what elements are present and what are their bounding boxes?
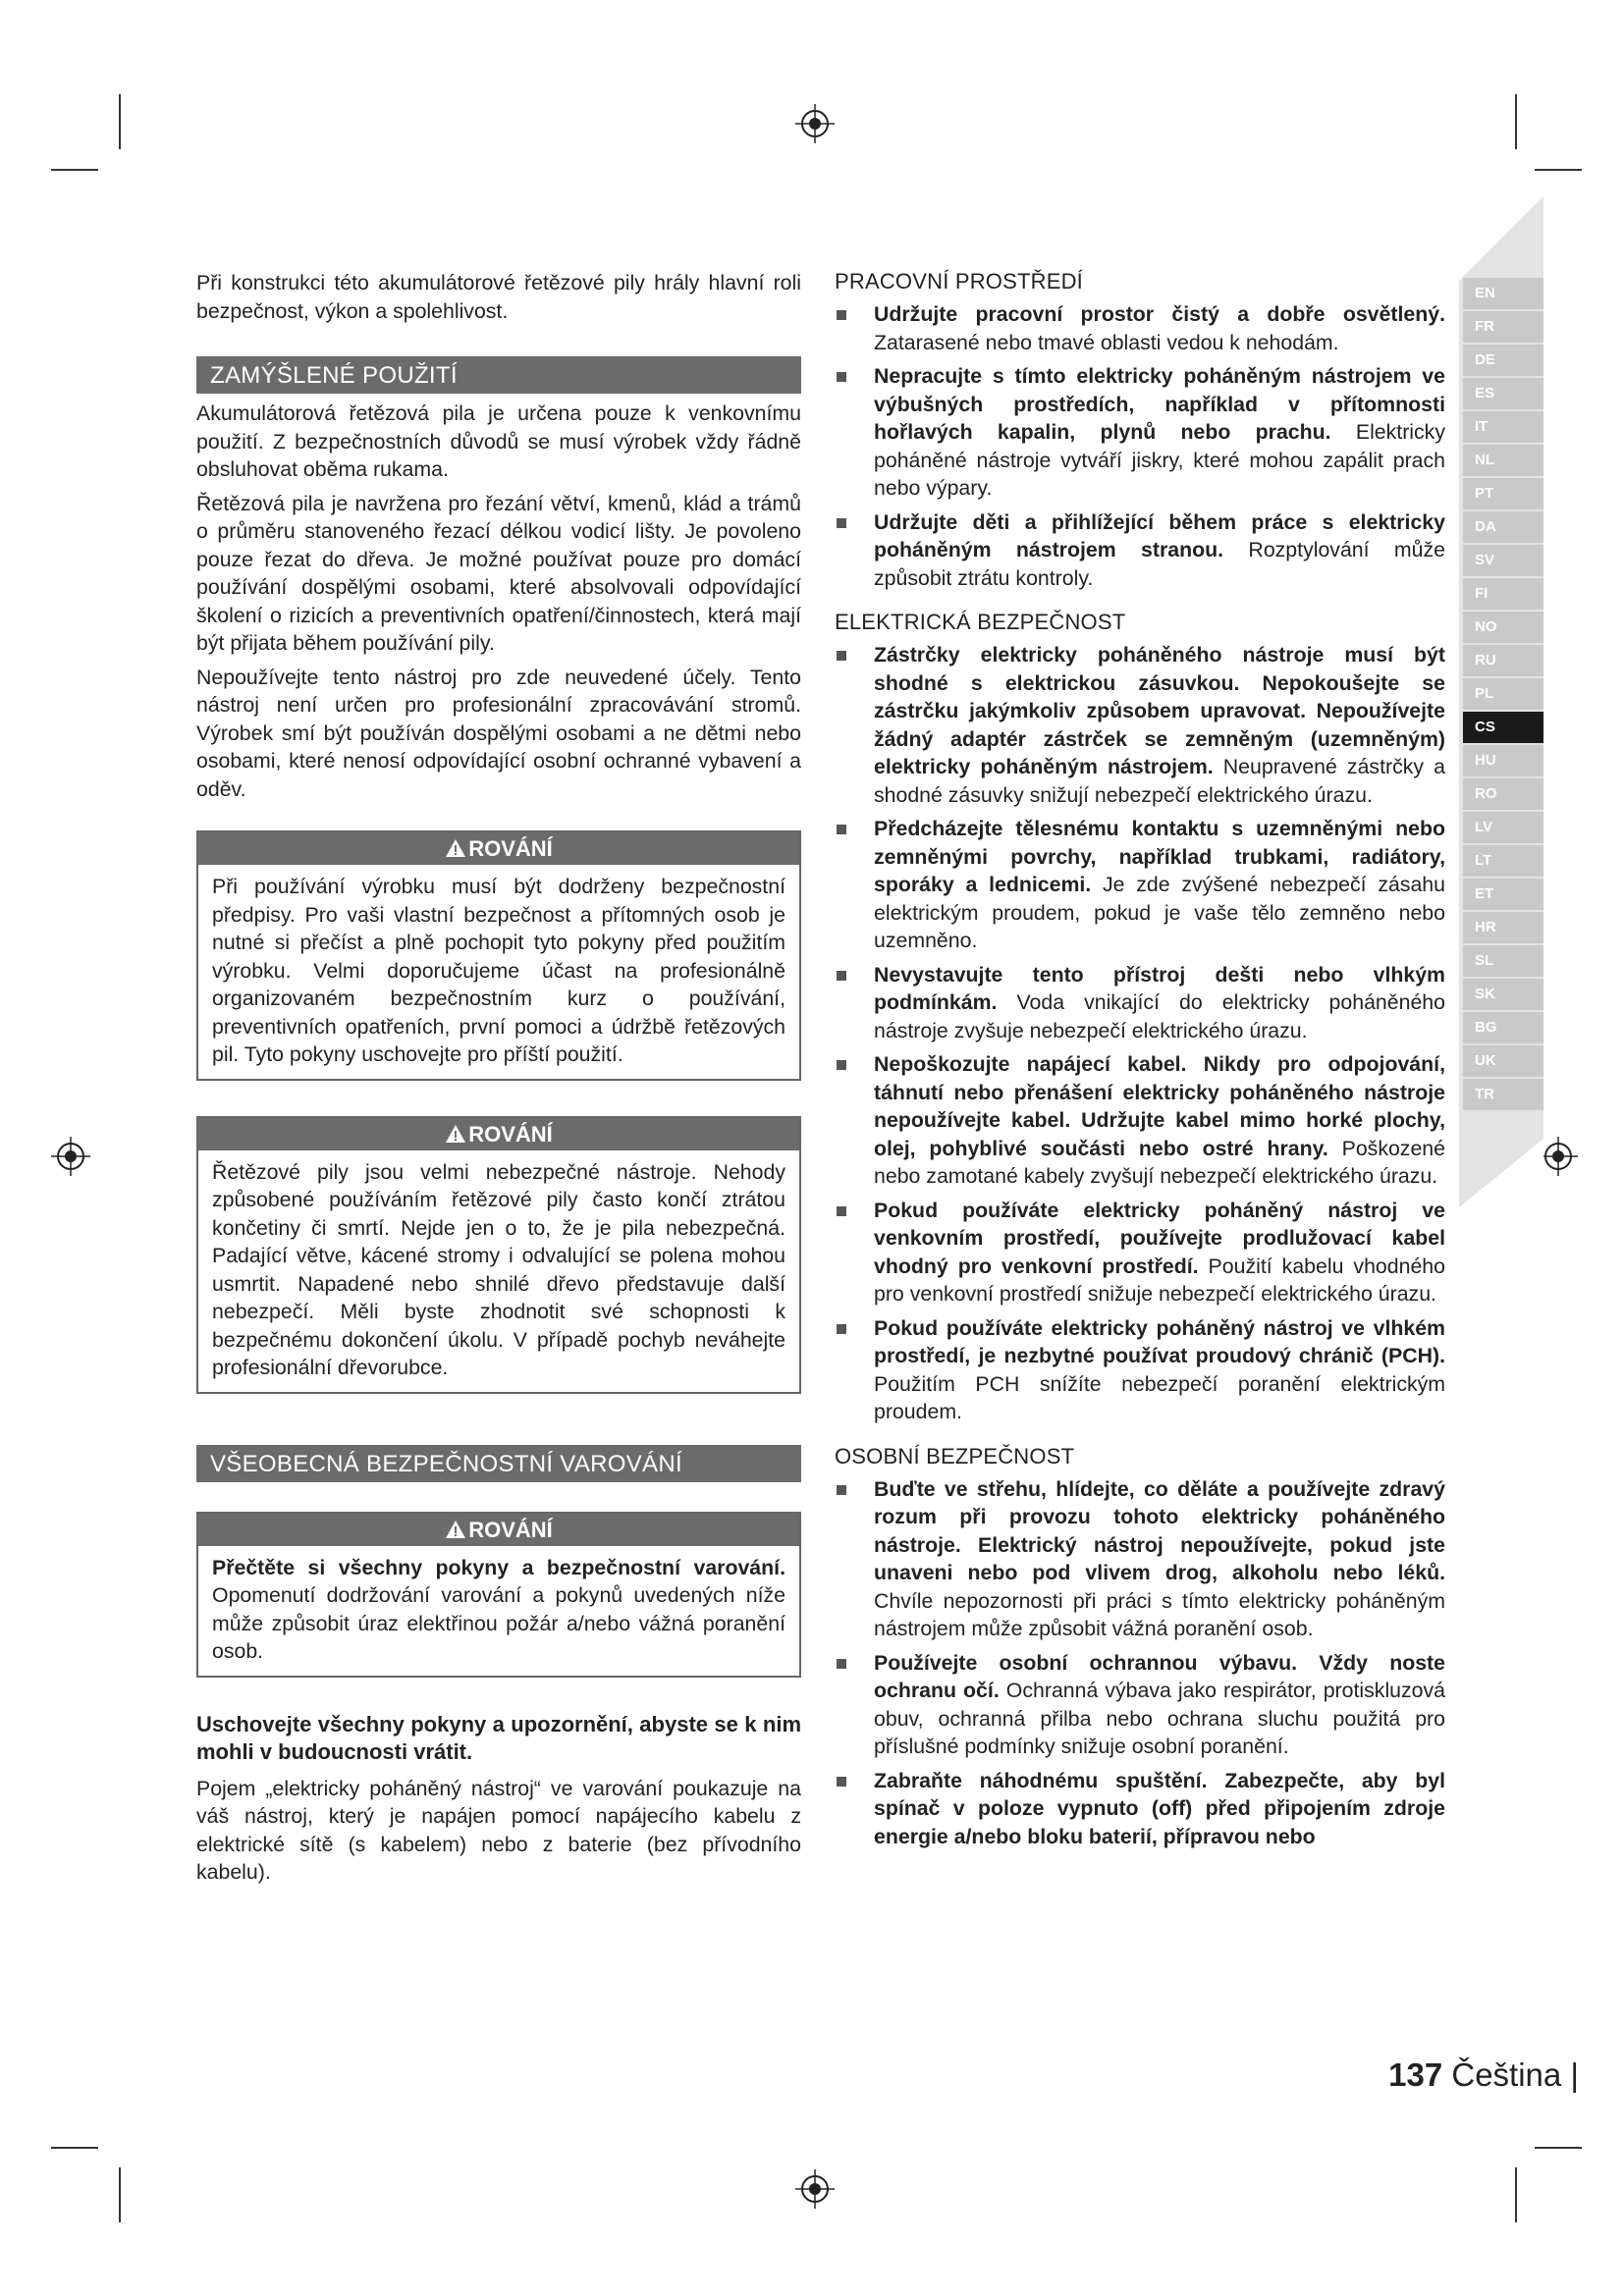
language-tab-pt[interactable]: PT (1463, 478, 1543, 509)
warning-triangle-icon (445, 1124, 466, 1144)
bullet-item (835, 815, 1445, 955)
crop-mark (51, 2147, 98, 2149)
electrical-section (835, 610, 1445, 1426)
language-tab-et[interactable]: ET (1463, 879, 1543, 910)
bullet-text: Zatarasené nebo tmavé oblasti vedou k nehodám. (874, 330, 1339, 354)
bullet-bold-text: Pokud používáte elektricky poháněný nástroj ve vlhkém prostředí, je nezbytné používat proudový chránič (PCH). (874, 1315, 1445, 1367)
bullet-item (835, 641, 1445, 809)
warning-body: Při používání výrobku musí být dodrženy bezpečnostní předpisy. Pro vaši vlastní bezpečnost a přítomných osob je nutné si přečíst a plně pochopit tyto pokyny před použitím výrobku. Velmi doporučujeme účast na profesionálně organizovaném bezpečnostním kurz o používání, preventivních opatřeních, první pomoci a údržbě řetězových pil. Tyto pokyny uschovejte pro příští použití. (212, 875, 785, 1066)
bullet-bold-text: Zástrčky elektricky poháněného nástroje musí být shodné s elektrickou zásuvkou. Nepokoušejte se zástrčku jakýmkoliv způsobem upravovat. Nepoužívejte žádný adaptér zástrček se zemněným (uzemněným) elektricky poháněným nástrojem. (874, 643, 1445, 778)
bullet-item (835, 1197, 1445, 1308)
registration-mark-icon (795, 104, 835, 143)
intended-use-paragraph: Řetězová pila je navržena pro řezání větví, kmenů, klád a trámů o průměru stanoveného řezací délkou vodicí lišty. Je povoleno pouze řezat do dřeva. Je možné používat pouze pro domácí používání dospělými osobami, které absolvovali odpovídající školení o rizicích a preventivních opatření/činnostech, která mají být přijata během používání pily. (196, 491, 801, 655)
warning-heading (198, 832, 799, 865)
bullet-text: Použitím PCH snížíte nebezpečí poranění elektrickým proudem. (874, 1371, 1445, 1423)
language-tab-cs[interactable]: CS (1463, 712, 1543, 743)
bullet-item (835, 300, 1445, 356)
bullet-item (835, 961, 1445, 1045)
warning-heading (198, 1118, 799, 1150)
bullet-item (835, 1649, 1445, 1761)
crop-mark (1535, 169, 1582, 171)
bullet-bold-text: Pokud používáte elektricky poháněný nástroj ve venkovním prostředí, používejte prodlužovací kabel vhodný pro venkovní prostředí. (874, 1198, 1445, 1278)
bullet-item (835, 1475, 1445, 1643)
bullet-bold-text: Nevystavujte tento přístroj dešti nebo vlhkým podmínkám. (874, 962, 1445, 1014)
bullet-item (835, 1314, 1445, 1426)
language-tab-es[interactable]: ES (1463, 378, 1543, 409)
language-tab-ru[interactable]: RU (1463, 645, 1543, 676)
bullet-text: Elektricky poháněné nástroje vytváří jiskry, které mohou zapálit prach nebo výpary. (874, 420, 1445, 500)
page-footer (1388, 2056, 1579, 2094)
warning-text: Opomenutí dodržování varování a pokynů uvedených níže může způsobit úraz elektřinou požár a/nebo vážná poranění osob. (212, 1583, 785, 1663)
intended-use-body (196, 400, 801, 803)
bullet-item (835, 362, 1445, 503)
language-tab-bg[interactable]: BG (1463, 1012, 1543, 1043)
page-number: 137 (1388, 2056, 1443, 2093)
language-tab-lv[interactable]: LV (1463, 812, 1543, 843)
bullet-bold-text: Nepracujte s tímto elektricky poháněným nástrojem ve výbušných prostředích, například v přítomnosti hořlavých kapalin, plynů nebo prachu. (874, 364, 1445, 444)
warning-heading (198, 1514, 799, 1546)
language-tabs (1463, 278, 1543, 1112)
language-tab-da[interactable]: DA (1463, 511, 1543, 543)
bullet-text: Voda vnikající do elektricky poháněného nástroje zvyšuje nebezpečí elektrického úrazu. (874, 990, 1445, 1042)
warning-triangle-icon (445, 1520, 466, 1539)
registration-mark-icon (1539, 1137, 1578, 1176)
language-tab-tr[interactable]: TR (1463, 1079, 1543, 1110)
warning-box (196, 830, 801, 1081)
electrical-heading: ELEKTRICKÁ BEZPEČNOST (835, 610, 1126, 634)
bullet-text: Je zde zvýšené nebezpečí zásahu elektrickým proudem, pokud je vaše tělo zemněno nebo uzemněno. (874, 873, 1445, 952)
language-tab-hu[interactable]: HU (1463, 745, 1543, 776)
bullet-item (835, 508, 1445, 593)
crop-mark (1515, 2167, 1517, 2222)
crop-mark (51, 169, 98, 171)
bullet-item (835, 1767, 1445, 1851)
language-tab-de[interactable]: DE (1463, 345, 1543, 376)
bullet-bold-text: Udržujte pracovní prostor čistý a dobře osvětlený. (874, 302, 1445, 326)
language-tab-sv[interactable]: SV (1463, 545, 1543, 576)
bullet-text: Neupravené zástrčky a shodné zásuvky snižují nebezpečí elektrického úrazu. (874, 755, 1445, 807)
right-column (835, 269, 1445, 1868)
language-tab-ro[interactable]: RO (1463, 778, 1543, 810)
bullet-item (835, 1050, 1445, 1191)
warning-heading-text: ROVÁNÍ (468, 1121, 553, 1147)
warning-heading-text: ROVÁNÍ (468, 1517, 553, 1542)
registration-mark-icon (795, 2169, 835, 2209)
crop-mark (119, 94, 121, 149)
warning-triangle-icon (445, 838, 466, 858)
language-tab-fi[interactable]: FI (1463, 578, 1543, 610)
bullet-bold-text: Používejte osobní ochrannou výbavu. Vždy noste ochranu očí. (874, 1650, 1445, 1702)
work-area-section (835, 269, 1445, 592)
language-tab-sl[interactable]: SL (1463, 945, 1543, 977)
general-safety-heading: VŠEOBECNÁ BEZPEČNOSTNÍ VAROVÁNÍ (196, 1445, 801, 1482)
registration-mark-icon (51, 1137, 90, 1176)
bullet-bold-text: Buďte ve střehu, hlídejte, co děláte a používejte zdravý rozum při provozu tohoto elektricky poháněného nástroje. Elektrický nástroj nepoužívejte, pokud jste unaveni nebo pod vlivem drog, alkoholu nebo léků. (874, 1476, 1445, 1584)
warning-body: Řetězové pily jsou velmi nebezpečné nástroje. Nehody způsobené používáním řetězové pily často končí ztrátou končetiny či smrtí. Nejde jen o to, že je pila nebezpečná. Padající větve, kácené stromy i odvalující se polena mohou usmrtit. Napadené nebo shnilé dřevo představuje další nebezpečí. Měli byste zhodnotit své schopnosti k bezpečnému dokončení úkolu. V případě pochyb neváhejte profesionální dřevorubce. (212, 1159, 785, 1379)
bullet-text: Rozptylování může způsobit ztrátu kontroly. (874, 538, 1445, 590)
electrical-list (835, 641, 1445, 1426)
bullet-text: Použití kabelu vhodného pro venkovní prostředí snižuje nebezpečí elektrického úrazu. (874, 1254, 1445, 1306)
language-tab-lt[interactable]: LT (1463, 845, 1543, 877)
language-tab-uk[interactable]: UK (1463, 1045, 1543, 1077)
bullet-bold-text: Předcházejte tělesnému kontaktu s uzemněnými nebo zemněnými povrchy, například trubkami, radiátory, sporáky a lednicemi. (874, 817, 1445, 896)
work-area-heading: PRACOVNÍ PROSTŘEDÍ (835, 269, 1083, 294)
crop-mark (119, 2167, 121, 2222)
left-column (196, 269, 801, 1887)
personal-list (835, 1475, 1445, 1851)
language-tab-nl[interactable]: NL (1463, 445, 1543, 476)
intended-use-paragraph: Akumulátorová řetězová pila je určena pouze k venkovnímu použití. Z bezpečnostních důvodů se musí výrobek vždy řádně obsluhovat oběma rukama. (196, 401, 801, 481)
keep-instructions-text: Pojem „elektricky poháněný nástroj“ ve varování poukazuje na váš nástroj, který je napájen pomocí napájecího kabelu z elektrické sítě (s kabelem) nebo z baterie (bez přívodního kabelu). (196, 1776, 801, 1884)
intended-use-paragraph: Nepoužívejte tento nástroj pro zde neuvedené účely. Tento nástroj není určen pro profesionální zpracovávání stromů. Výrobek smí být používán dospělými osobami a ne dětmi nebo osobami, které nenosí odpovídající osobní ochranné vybavení a oděv. (196, 665, 801, 801)
language-tab-fr[interactable]: FR (1463, 311, 1543, 343)
bullet-text: Ochranná výbava jako respirátor, protiskluzová obuv, ochranná přilba nebo ochrana sluchu použitá pro příslušné podmínky snižuje osobní poranění. (874, 1679, 1446, 1758)
intro-text: Při konstrukci této akumulátorové řetězové pily hrály hlavní roli bezpečnost, výkon a spolehlivost. (196, 271, 801, 323)
personal-heading: OSOBNÍ BEZPEČNOST (835, 1443, 1075, 1468)
crop-mark (1535, 2147, 1582, 2149)
warning-bold-text: Přečtěte si všechny pokyny a bezpečnostní varování. (212, 1555, 785, 1579)
intended-use-heading: ZAMÝŠLENÉ POUŽITÍ (196, 356, 801, 394)
bullet-bold-text: Nepoškozujte napájecí kabel. Nikdy pro odpojování, táhnutí nebo přenášení elektricky poháněného nástroje nepoužívejte kabel. Udržujte kabel mimo horké plochy, olej, pohyblivé součásti nebo ostré hrany. (874, 1052, 1445, 1160)
crop-mark (1515, 94, 1517, 149)
personal-section (835, 1444, 1445, 1851)
work-area-list (835, 300, 1445, 592)
language-tab-hr[interactable]: HR (1463, 912, 1543, 943)
warning-body (198, 1546, 799, 1676)
keep-instructions-heading: Uschovejte všechny pokyny a upozornění, abyste se k nim mohli v budoucnosti vrátit. (196, 1711, 801, 1764)
language-tab-it[interactable]: IT (1463, 411, 1543, 443)
bullet-text: Poškozené nebo zamotané kabely zvyšují nebezpečí elektrického úrazu. (874, 1136, 1445, 1188)
bullet-bold-text: Udržujte děti a přihlížející během práce s elektricky poháněným nástrojem stranou. (874, 509, 1445, 561)
bullet-text: Chvíle nepozornosti při práci s tímto elektricky poháněným nástrojem může způsobit vážná poranění osob. (874, 1588, 1445, 1640)
warning-box (196, 1116, 801, 1394)
language-tab-en[interactable]: EN (1463, 278, 1543, 309)
language-tab-pl[interactable]: PL (1463, 678, 1543, 710)
warning-box (196, 1512, 801, 1678)
bullet-bold-text: Zabraňte náhodnému spuštění. Zabezpečte, aby byl spínač v poloze vypnuto (off) před připojením zdroje energie a/nebo bloku baterií, přípravou nebo (874, 1768, 1445, 1848)
language-tab-sk[interactable]: SK (1463, 979, 1543, 1010)
warning-heading-text: ROVÁNÍ (468, 836, 553, 861)
language-tab-no[interactable]: NO (1463, 612, 1543, 643)
page-language-label: Čeština | (1451, 2056, 1579, 2093)
